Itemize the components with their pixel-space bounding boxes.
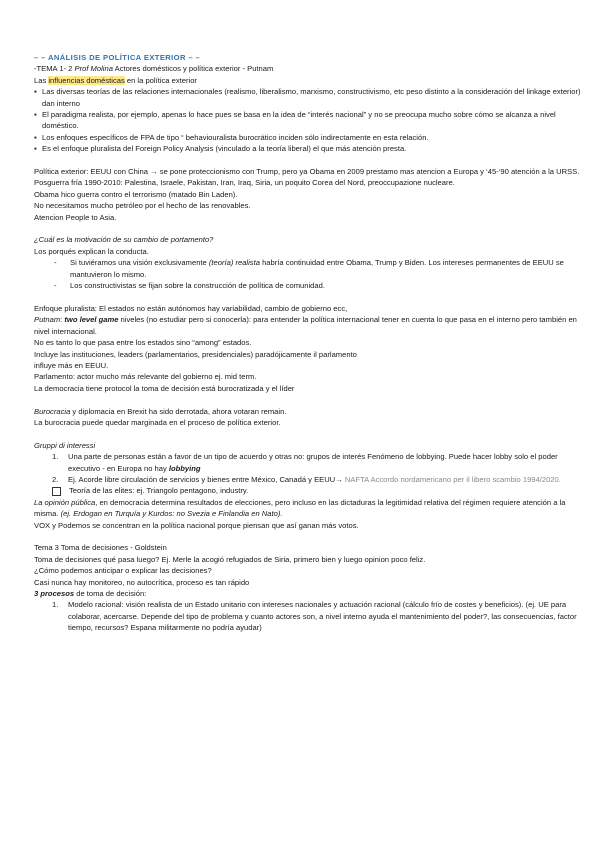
numbered-text-main: Una parte de personas están a favor de un tipo de acuerdo y otras no: grupos de interés Fenómeno de lobbying. Puede hacer lobby solo el poder executivo - en Europa no hay [68, 452, 558, 473]
burocracia-line [34, 406, 584, 417]
bullet-text: Los enfoques específicos de FPA de tipo “ behaviouralista burocrático inciden sólo indirectamente en esta relación. [42, 132, 429, 142]
pluralista-line: No es tanto lo que pasa entre los estados sino “among” estados. [34, 338, 252, 348]
pluralista-line: La democracia tiene protocol la toma de decisión está burocratizada y el líder [34, 383, 295, 393]
highlighted-text: influencias domésticas [48, 75, 125, 85]
pluralista-line: influye más en EEUU. [34, 360, 109, 370]
numbered-item [34, 599, 584, 633]
item-number: 1. [52, 600, 59, 610]
spacer [34, 223, 584, 234]
numbered-text [68, 474, 584, 485]
putnam-rest: niveles (no estudiar pero si conocerla): para entender la política internacional tener en cuenta lo que pasa en el interno pero también en nivel internacional. [34, 315, 577, 336]
tema3-line: Casi nunca hay monitoreo, no autocrítica, proceso es tan rápido [34, 577, 250, 587]
numbered-item [34, 451, 584, 474]
opinion-example: (ej. Erdogan en Turquía y Kurdos: no Svezia e Finlandia en Nato). [60, 509, 283, 519]
spacer [34, 155, 584, 166]
politica-line: Posguerra fría 1990-2010: Palestina, Israele, Pakistan, Iran, Iraq, Siria, un poquito Corea del Nord, preoccupazione nucleare. [34, 178, 455, 188]
numbered-text-main: Ej. Acorde libre circulación de servicios y bienes entre México, Canadá y EEUU→ [68, 474, 345, 484]
checkbox-icon[interactable] [52, 487, 61, 496]
document-title: – – ANÁLISIS DE POLÍTICA EXTERIOR – – [34, 53, 201, 62]
influencias-post: en la política exterior [124, 75, 197, 85]
putnam-label: Putnam [34, 315, 61, 325]
numbered-text-grey: NAFTA Accordo nordamericano per il libero scambio 1994/2020. [344, 474, 561, 484]
spacer [34, 428, 584, 439]
numbered-text: Modelo racional: visión realista de un Estado unitario con intereses nacionales y actuación racional (cálculo frío de costes y beneficios). (ej. UE para colaborar, acercarse. Depende del tipo de problema y cuanto actores son, a nivel interno ayuda el mantenimiento del poder?, las consecuencias, factor tiempo, recursos? Espana militarmente no podría ayudar) [68, 600, 577, 633]
putnam-line [34, 314, 584, 337]
bullet-item [34, 109, 584, 132]
dash-text-pre: Si tuviéramos una visión exclusivamente [70, 258, 209, 268]
dash-text-post: habría continuidad entre Obama, Trump y Biden. Los intereses permanentes de EEUU se mantuvieron lo mismo. [70, 258, 564, 279]
burocracia-label: Burocracia [34, 406, 71, 416]
numbered-item [34, 474, 584, 485]
dash-text: Los constructivistas se fijan sobre la construcción de política de comunidad. [70, 281, 325, 291]
tema1-prof: Prof Molina [74, 64, 113, 74]
politica-line: Obama hico guerra contro el terrorismo (matado Bin Laden). [34, 189, 238, 199]
vox-line: VOX y Podemos se concentran en la política nacional porque piensan que así ganan más votos. [34, 520, 359, 530]
dash-item [34, 280, 584, 291]
procesos-line [34, 588, 584, 599]
spacer [34, 531, 584, 542]
pluralista-line: Enfoque pluralista: El estados no están autónomos hay variabilidad, cambio de gobierno ecc, [34, 303, 348, 313]
influencias-pre: Las [34, 75, 49, 85]
dash-text [70, 257, 584, 280]
burocracia-rest: y diplomacia en Brexit ha sido derrotada, ahora votaran remain. [70, 406, 287, 416]
numbered-text-italic: lobbying [168, 463, 201, 473]
putnam-mid: : [60, 315, 65, 325]
bullet-text: Es el enfoque pluralista del Foreign Policy Analysis (vinculado a la teoría liberal) el que más atención presta. [42, 144, 407, 154]
bullet-item [34, 86, 584, 109]
square-bullet-icon: ▪ [34, 132, 37, 142]
procesos-rest: de toma de decisión: [74, 589, 147, 598]
pluralista-line: Incluye las instituciones, leaders (parlamentarios, presidenciales) paradójicamente il parlamento [34, 349, 357, 359]
influencias-line [34, 75, 584, 86]
bullet-text: Las diversas teorías de las relaciones internacionales (realismo, liberalismo, marxismo, constructivismo, etc peso distinto a la consideración del linkage exterior) dan interno [42, 87, 581, 108]
dash-bullet-icon: - [54, 281, 57, 291]
motivacion-intro: Los porqués explican la conducta. [34, 246, 149, 256]
tema3-line: Toma de decisiones qué pasa luego? Ej. Merle la acogió refugiados de Siria, primero bien y luego opinion poco feliz. [34, 554, 426, 564]
opinion-line [34, 497, 584, 520]
spacer [34, 292, 584, 303]
procesos-label: 3 procesos [34, 589, 75, 598]
putnam-game: two level game [64, 315, 119, 325]
numbered-text [68, 451, 584, 474]
square-bullet-icon: ▪ [34, 144, 37, 154]
tema3-line: ¿Cómo podemos anticipar o explicar las decisiones? [34, 566, 212, 576]
motivacion-question: ¿Cuál es la motivación de su cambio de portamento? [34, 235, 214, 245]
square-bullet-icon: ▪ [34, 87, 37, 97]
tema1-rest: Actores domésticos y política exterior - Putnam [112, 64, 274, 74]
opinion-rest: , en democracia determina resultados de elecciones, pero incluso en las dictaduras la legitimidad relativa del régimen requiere atención a la misma. [34, 497, 566, 519]
dash-text-italic: (teoría) realista [208, 258, 260, 268]
checkbox-item [34, 485, 584, 496]
bullet-item [34, 143, 584, 154]
opinion-label: La opinión pública [34, 497, 96, 507]
pluralista-line: Parlamento: actor mucho más relevante del gobierno ej. mid term. [34, 372, 257, 382]
tema1-heading [34, 63, 584, 74]
bullet-item [34, 132, 584, 143]
square-bullet-icon: ▪ [34, 110, 37, 120]
bullet-text: El paradigma realista, por ejemplo, apenas lo hace pues se basa en la idea de “interés nacional” y no se preocupa mucho sobre cómo se alcanza a nivel doméstico. [42, 110, 556, 131]
dash-item [34, 257, 584, 280]
gruppi-title: Gruppi di interessi [34, 440, 96, 450]
item-number: 2. [52, 474, 59, 484]
politica-line: No necesitamos mucho petróleo por el hecho de las renovables. [34, 201, 251, 211]
burocracia-line: La burocracia puede quedar marginada en el proceso de política exterior. [34, 417, 281, 427]
item-number: 1. [52, 452, 59, 462]
tema1-prefix: -TEMA 1- 2 [34, 64, 75, 74]
politica-line: Atencion People to Asia. [34, 212, 117, 222]
politica-line: Política exterior: EEUU con China → se pone proteccionismo con Trump, pero ya Obama en 2009 prestamo mas atencion a Europa y ‘45-‘90 atención a la URSS. [34, 167, 580, 177]
spacer [34, 394, 584, 405]
checkbox-text: Teoría de las elites: ej. Triangolo pentagono, industry. [69, 486, 249, 496]
dash-bullet-icon: - [54, 258, 57, 268]
tema3-title: Tema 3 Toma de decisiones - Goldstein [34, 543, 167, 553]
